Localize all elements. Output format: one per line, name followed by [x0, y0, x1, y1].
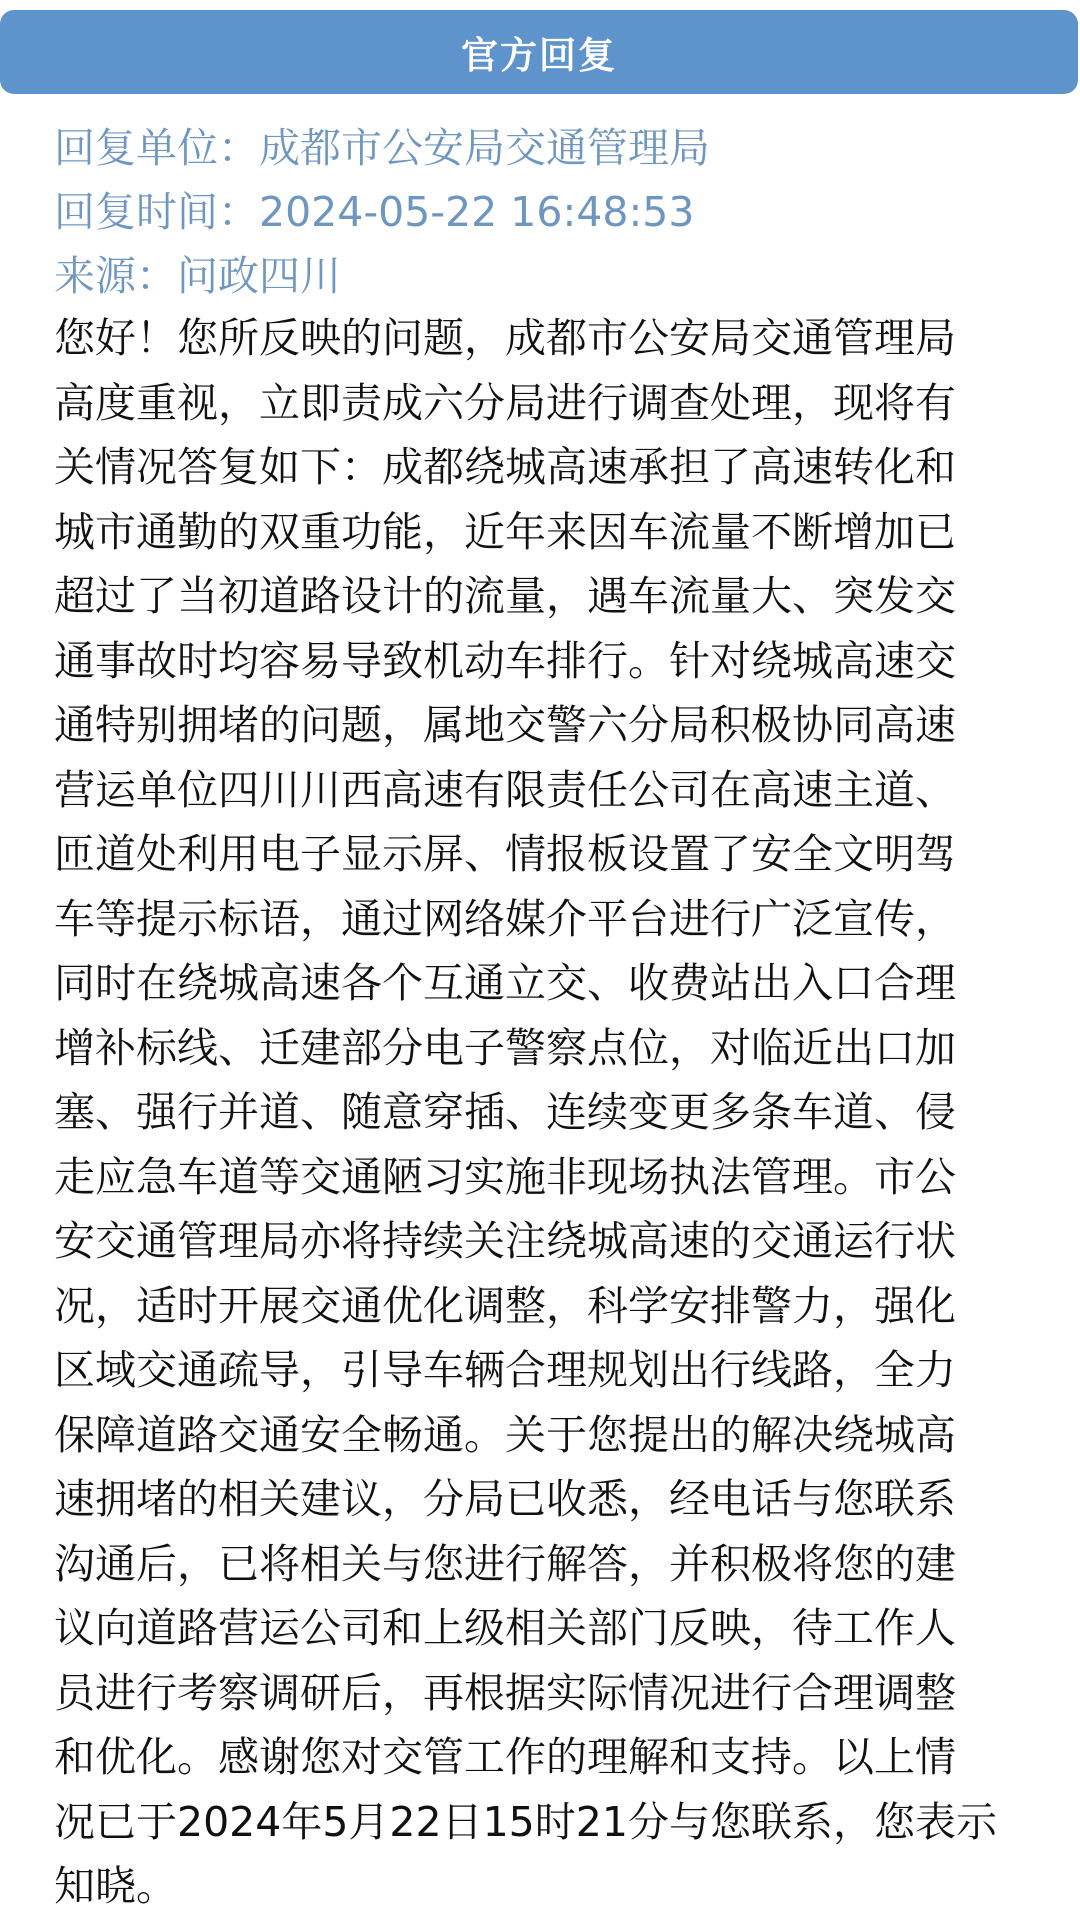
reply-line: 关情况答复如下：成都绕城高速承担了高速转化和: [54, 443, 956, 491]
reply-line: 区域交通疏导，引导车辆合理规划出行线路，全力: [54, 1346, 956, 1394]
reply-line: 况已于2024年5月22日15时21分与您联系，您表示: [54, 1797, 997, 1846]
reply-line: 议向道路营运公司和上级相关部门反映，待工作人: [54, 1604, 956, 1652]
reply-line: 沟通后，已将相关与您进行解答，并积极将您的建: [54, 1539, 956, 1588]
reply-unit: 回复单位：成都市公安局交通管理局: [54, 124, 710, 172]
header-title: 官方回复: [461, 34, 617, 77]
reply-line: 城市通勤的双重功能，近年来因车流量不断增加已: [54, 507, 956, 556]
reply-line: 走应急车道等交通陋习实施非现场执法管理。市公: [54, 1152, 956, 1201]
reply-meta: [54, 116, 1054, 308]
reply-line: 通特别拥堵的问题，属地交警六分局积极协同高速: [54, 701, 956, 749]
official-reply-header: [0, 10, 1078, 94]
reply-line: 匝道处利用电子显示屏、情报板设置了安全文明驾: [54, 830, 956, 878]
reply-line: 和优化。感谢您对交管工作的理解和支持。以上情: [54, 1733, 956, 1781]
reply-line: 安交通管理局亦将持续关注绕城高速的交通运行状: [54, 1217, 956, 1265]
reply-line: 同时在绕城高速各个互通立交、收费站出入口合理: [54, 959, 956, 1007]
reply-source: 来源：问政四川: [54, 252, 341, 300]
reply-time: 回复时间：2024-05-22 16:48:53: [54, 188, 695, 236]
reply-line: 营运单位四川川西高速有限责任公司在高速主道、: [54, 765, 956, 814]
reply-line: 况，适时开展交通优化调整，科学安排警力，强化: [54, 1281, 956, 1330]
reply-line: 增补标线、迁建部分电子警察点位，对临近出口加: [54, 1023, 956, 1072]
reply-content: [54, 306, 1054, 1919]
reply-line: 高度重视，立即责成六分局进行调查处理，现将有: [54, 378, 956, 427]
reply-line: 车等提示标语，通过网络媒介平台进行广泛宣传，: [54, 894, 956, 943]
reply-line: 保障道路交通安全畅通。关于您提出的解决绕城高: [54, 1410, 956, 1459]
reply-line: 超过了当初道路设计的流量，遇车流量大、突发交: [54, 572, 956, 620]
reply-line: 知晓。: [54, 1862, 177, 1910]
reply-line: 塞、强行并道、随意穿插、连续变更多条车道、侵: [54, 1088, 956, 1136]
reply-line: 速拥堵的相关建议，分局已收悉，经电话与您联系: [54, 1475, 956, 1523]
reply-line: 员进行考察调研后，再根据实际情况进行合理调整: [54, 1668, 956, 1717]
reply-line: 通事故时均容易导致机动车排行。针对绕城高速交: [54, 636, 956, 685]
reply-line: 您好！您所反映的问题，成都市公安局交通管理局: [54, 314, 956, 362]
